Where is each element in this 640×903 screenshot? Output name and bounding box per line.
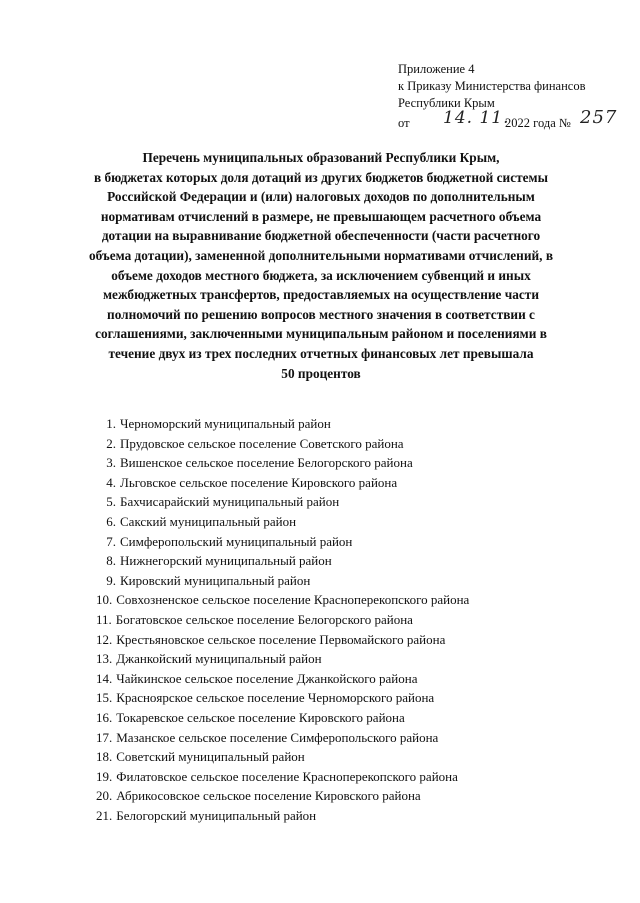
item-text: Совхозненское сельское поселение Красноперекопского района (116, 592, 470, 608)
document-title (60, 148, 582, 383)
list-item (96, 414, 469, 434)
title-line: дотации на выравнивание бюджетной обеспеченности (части расчетного (101, 228, 541, 244)
list-item (96, 512, 469, 532)
item-number: 18. (96, 749, 113, 765)
item-text: Краснoярское сельское поселение Черноморского района (116, 690, 435, 706)
list-item (96, 453, 469, 473)
title-line: 50 процентов (281, 365, 361, 381)
list-item (96, 571, 469, 591)
list-item (96, 434, 469, 454)
item-number: 15. (96, 690, 113, 706)
title-line: Российской Федерации и (или) налоговых доходов по дополнительным (107, 189, 535, 205)
item-number: 8. (106, 553, 116, 569)
item-text: Токаревское сельское поселение Кировского района (116, 709, 405, 725)
item-text: Чайкинское сельское поселение Джанкойского района (116, 670, 418, 686)
item-number: 6. (106, 513, 116, 529)
list-item (96, 473, 469, 493)
title-line: течение двух из трех последних отчетных финансовых лет превышала (108, 345, 534, 361)
item-number: 20. (96, 788, 113, 804)
list-item (96, 532, 469, 552)
item-text: Богатовское сельское поселение Белогорского района (115, 611, 413, 627)
item-text: Крестьяновское сельское поселение Первомайского района (116, 631, 446, 647)
item-number: 3. (106, 455, 116, 471)
handwritten-order-number: 257 (580, 107, 618, 128)
title-line: в бюджетах которых доля дотаций из других бюджетов бюджетной системы (94, 169, 548, 185)
item-text: Бахчисарайский муниципальный район (120, 494, 340, 510)
item-text: Вишенское сельское поселение Белогорского района (120, 455, 413, 471)
title-line: объеме доходов местного бюджета, за исключением субвенций и иных (111, 267, 531, 283)
handwritten-date: 14. 11. (443, 108, 510, 128)
title-line: объема дотации), замененной дополнительными нормативами отчислений, в (88, 247, 553, 263)
item-number: 5. (106, 494, 116, 510)
item-number: 19. (96, 768, 113, 784)
year-label: 2022 года № (505, 116, 571, 130)
item-text: Джанкойский муниципальный район (116, 651, 322, 667)
item-number: 16. (96, 709, 113, 725)
item-text: Абрикосовское сельское поселение Кировского района (116, 788, 421, 804)
item-number: 4. (106, 474, 116, 490)
item-number: 10. (96, 592, 113, 608)
item-text: Прудовское сельское поселение Советского района (120, 435, 404, 451)
item-number: 11. (96, 611, 112, 627)
item-number: 21. (96, 807, 113, 823)
item-number: 7. (106, 533, 116, 549)
appendix-number: Приложение 4 (398, 62, 475, 76)
item-number: 14. (96, 670, 113, 686)
list-item (96, 767, 469, 787)
list-item (96, 708, 469, 728)
list-item (96, 688, 469, 708)
item-text: Черноморский муниципальный район (120, 416, 331, 431)
list-item (96, 610, 469, 630)
item-number: 2. (106, 435, 116, 451)
title-line: нормативам отчислений в размере, не превышающем расчетного объема (100, 208, 542, 224)
item-text: Филатовское сельское поселение Красноперекопского района (116, 768, 458, 784)
list-item (96, 649, 469, 669)
item-text: Кировский муниципальный район (120, 572, 311, 588)
title-line: соглашениями, заключенными муниципальным районом и поселениями в (95, 326, 547, 342)
item-text: Нижнегорский муниципальный район (120, 553, 332, 569)
item-number: 13. (96, 651, 113, 667)
list-item (96, 492, 469, 512)
item-text: Симферопольский муниципальный район (120, 533, 353, 549)
list-item (96, 669, 469, 689)
title-line: полномочий по решению вопросов местного значения в соответствии с (107, 306, 535, 322)
item-text: Мазанское сельское поселение Симферопольского района (116, 729, 439, 745)
title-line: межбюджетных трансфертов, предоставляемых на осуществление части (103, 287, 539, 303)
appendix-header (398, 61, 618, 131)
list-item (96, 806, 469, 826)
item-text: Советский муниципальный район (116, 749, 305, 765)
item-number: 17. (96, 729, 113, 745)
date-from-label: от (398, 116, 410, 130)
list-item (96, 590, 469, 610)
appendix-region: Республики Крым (398, 96, 495, 110)
list-item (96, 728, 469, 748)
list-item (96, 630, 469, 650)
title-line: Перечень муниципальных образований Республики Крым, (142, 150, 500, 165)
list-item (96, 551, 469, 571)
item-number: 1. (106, 416, 116, 431)
item-text: Сакский муниципальный район (120, 513, 297, 529)
item-text: Белогорский муниципальный район (116, 807, 317, 823)
item-number: 12. (96, 631, 113, 647)
list-item (96, 747, 469, 767)
list-item (96, 786, 469, 806)
item-number: 9. (106, 572, 116, 588)
appendix-date-line (398, 107, 618, 131)
appendix-order-ref: к Приказу Министерства финансов (398, 79, 586, 93)
municipality-list (96, 414, 469, 825)
item-text: Льговское сельское поселение Кировского района (120, 474, 398, 490)
